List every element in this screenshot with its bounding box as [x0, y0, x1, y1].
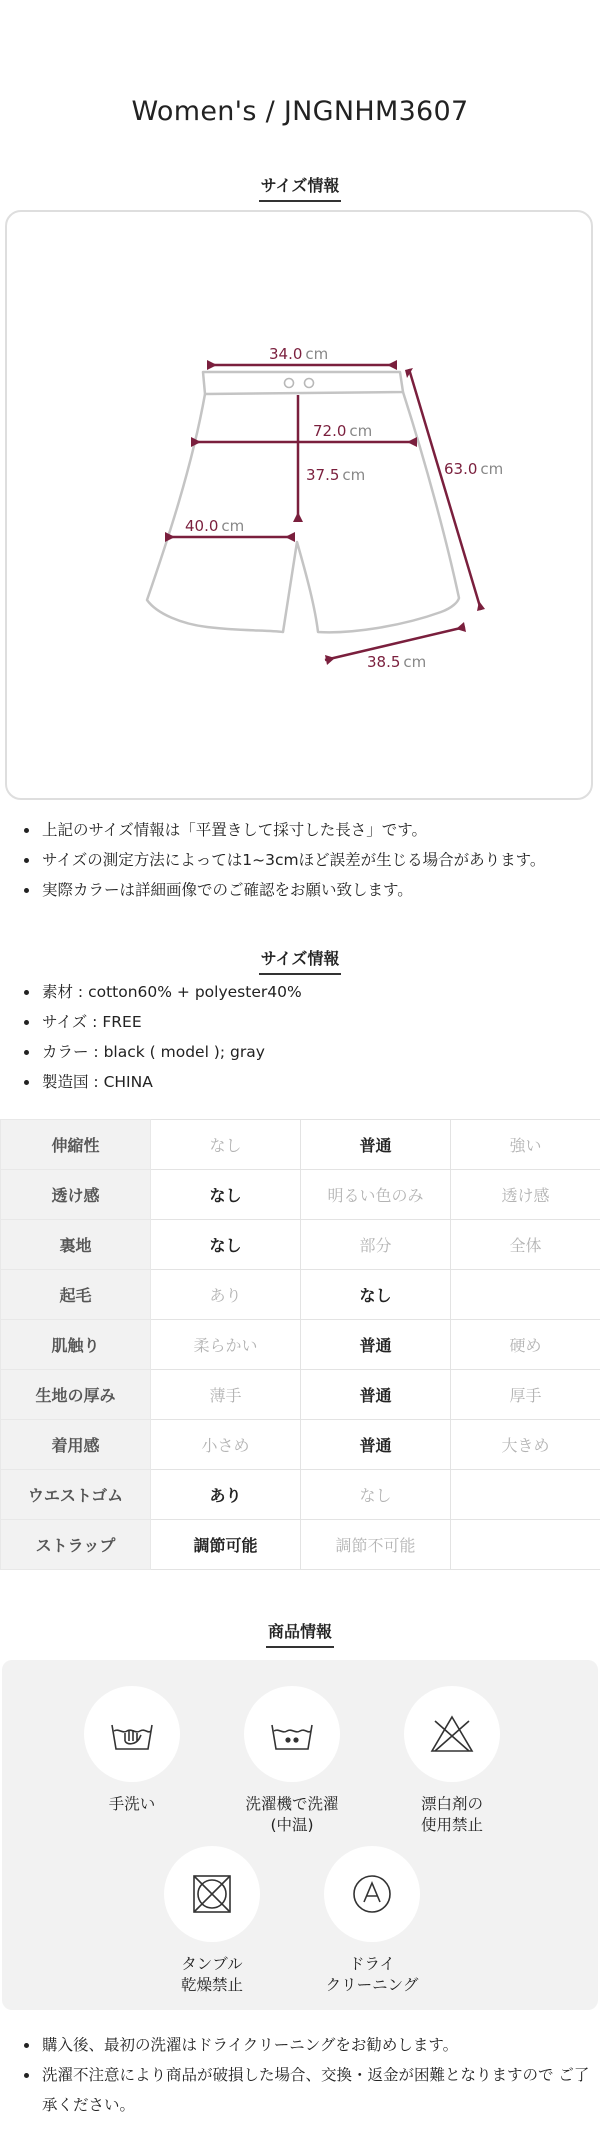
table-cell: 部分	[301, 1220, 451, 1270]
table-cell: 透け感	[451, 1170, 600, 1220]
unit-label: cm	[480, 460, 504, 478]
table-cell: なし	[301, 1270, 451, 1320]
table-cell	[451, 1520, 600, 1570]
table-cell: 硬め	[451, 1320, 600, 1370]
unit-label: cm	[342, 466, 366, 484]
care-label: 漂白剤の 使用禁止	[420, 1795, 483, 1834]
machine-wash-medium-icon	[267, 1709, 317, 1759]
table-cell: 大きめ	[451, 1420, 600, 1470]
svg-text:40.0cm	[185, 517, 244, 535]
table-cell: なし	[151, 1120, 301, 1170]
hand-wash-icon	[107, 1709, 157, 1759]
care-label: ドライ クリーニング	[325, 1955, 419, 1994]
rise-value: 37.5	[306, 466, 340, 484]
care-instructions-panel	[2, 1660, 598, 2010]
table-cell: 小さめ	[151, 1420, 301, 1470]
thigh-value: 40.0	[185, 517, 219, 535]
row-header: 起毛	[1, 1270, 151, 1320]
fabric-spec-table	[0, 1119, 600, 1570]
row-header: 伸縮性	[1, 1120, 151, 1170]
list-item: • カラー : black ( model ); gray	[40, 1037, 302, 1067]
care-item-dry-clean	[307, 1846, 437, 1996]
no-tumble-dry-icon	[187, 1869, 237, 1919]
table-cell: 柔らかい	[151, 1320, 301, 1370]
table-cell	[451, 1270, 600, 1320]
table-cell: 普通	[301, 1320, 451, 1370]
table-cell: なし	[151, 1220, 301, 1270]
shorts-outline	[147, 372, 459, 632]
measurement-lines	[165, 360, 485, 665]
product-section-heading: 商品情報	[0, 1619, 600, 1648]
info-section-heading: サイズ情報	[0, 946, 600, 975]
table-row	[1, 1370, 600, 1420]
list-item: • サイズ : FREE	[40, 1007, 302, 1037]
size-notes	[20, 815, 545, 905]
unit-label: cm	[221, 517, 245, 535]
hem-width-value: 72.0	[313, 422, 347, 440]
list-item: • 製造国 : CHINA	[40, 1067, 302, 1097]
table-cell: 薄手	[151, 1370, 301, 1420]
size-section-heading: サイズ情報	[0, 173, 600, 202]
care-label: 洗濯機で洗濯 (中温)	[245, 1795, 339, 1834]
dry-clean-icon	[347, 1869, 397, 1919]
length-value: 63.0	[444, 460, 478, 478]
leg-opening-value: 38.5	[367, 653, 401, 671]
unit-label: cm	[349, 422, 373, 440]
table-cell: なし	[301, 1470, 451, 1520]
table-cell: 調節可能	[151, 1520, 301, 1570]
svg-text:63.0cm	[444, 460, 503, 478]
list-item: • 実際カラーは詳細画像でのご確認をお願い致します。	[40, 875, 545, 905]
row-header: 裏地	[1, 1220, 151, 1270]
table-cell: 全体	[451, 1220, 600, 1270]
care-item-hand-wash	[67, 1686, 197, 1815]
svg-text:72.0cm	[313, 422, 372, 440]
row-header: 生地の厚み	[1, 1370, 151, 1420]
table-cell: あり	[151, 1470, 301, 1520]
table-cell: あり	[151, 1270, 301, 1320]
svg-text:38.5cm	[367, 653, 426, 671]
table-cell: 普通	[301, 1370, 451, 1420]
table-row	[1, 1170, 600, 1220]
unit-label: cm	[305, 345, 329, 363]
svg-text:34.0cm	[269, 345, 328, 363]
size-diagram-box	[5, 210, 593, 800]
row-header: 着用感	[1, 1420, 151, 1470]
list-item: • 上記のサイズ情報は「平置きして採寸した長さ」です。	[40, 815, 545, 845]
table-row	[1, 1470, 600, 1520]
table-row	[1, 1520, 600, 1570]
button-icon	[285, 379, 314, 388]
svg-text:37.5cm	[306, 466, 365, 484]
row-header: ストラップ	[1, 1520, 151, 1570]
no-bleach-icon	[427, 1709, 477, 1759]
table-cell: 普通	[301, 1120, 451, 1170]
care-label: タンブル 乾燥禁止	[180, 1955, 243, 1994]
table-row	[1, 1270, 600, 1320]
product-info-list	[20, 977, 302, 1097]
table-cell: 明るい色のみ	[301, 1170, 451, 1220]
table-cell: 強い	[451, 1120, 600, 1170]
table-row	[1, 1120, 600, 1170]
row-header: ウエストゴム	[1, 1470, 151, 1520]
table-cell: 調節不可能	[301, 1520, 451, 1570]
table-row	[1, 1320, 600, 1370]
care-label: 手洗い	[108, 1795, 156, 1813]
list-item: • 洗濯不注意により商品が破損した場合、交換・返金が困難となりますので ご了承ください。	[40, 2060, 590, 2120]
list-item: • 購入後、最初の洗濯はドライクリーニングをお勧めします。	[40, 2030, 590, 2060]
care-notes	[20, 2030, 590, 2120]
care-item-machine-wash	[227, 1686, 357, 1836]
list-item: • サイズの測定方法によっては1~3cmほど誤差が生じる場合があります。	[40, 845, 545, 875]
waist-value: 34.0	[269, 345, 303, 363]
row-header: 肌触り	[1, 1320, 151, 1370]
table-row	[1, 1420, 600, 1470]
page-title: Women's / JNGNHM3607	[131, 96, 469, 127]
table-cell: なし	[151, 1170, 301, 1220]
unit-label: cm	[403, 653, 427, 671]
row-header: 透け感	[1, 1170, 151, 1220]
table-cell: 普通	[301, 1420, 451, 1470]
shorts-size-diagram	[7, 212, 595, 802]
list-item: • 素材 : cotton60% + polyester40%	[40, 977, 302, 1007]
care-item-no-tumble-dry	[147, 1846, 277, 1996]
table-cell	[451, 1470, 600, 1520]
care-item-no-bleach	[387, 1686, 517, 1836]
table-cell: 厚手	[451, 1370, 600, 1420]
table-row	[1, 1220, 600, 1270]
